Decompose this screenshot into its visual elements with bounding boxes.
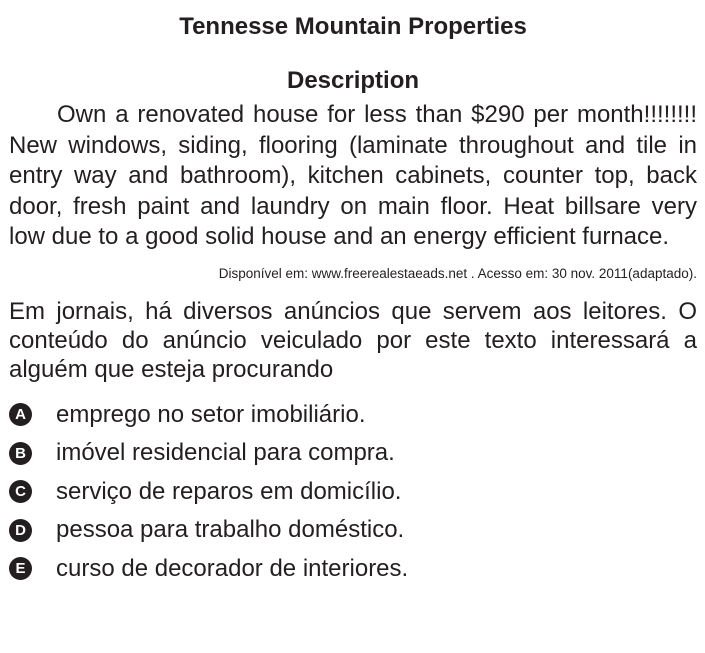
section-heading: Description [286,67,420,94]
answer-option-b[interactable] [9,434,697,473]
option-letter-badge: E [9,557,32,580]
answer-option-d[interactable] [9,511,697,550]
option-text: pessoa para trabalho doméstico. [56,516,405,544]
document-page [9,0,697,588]
option-letter-badge: C [9,480,32,503]
option-text: imóvel residencial para compra. [56,439,395,467]
option-text: serviço de reparos em domicílio. [56,477,402,505]
answer-option-c[interactable] [9,473,697,512]
source-citation: Disponível em: www.freerealestaeads.net . Acesso em: 30 nov. 2011(adaptado). [218,265,697,281]
question-stem: Em jornais, há diversos anúncios que servem aos leitores. O conteúdo do anúncio veiculado por este texto interessará a alguém que esteja procurando [9,297,697,383]
answer-options-list [9,396,697,589]
option-letter-badge: A [9,403,32,426]
option-text: curso de decorador de interiores. [56,554,409,582]
option-letter-badge: D [9,519,32,542]
option-text: emprego no setor imobiliário. [56,400,366,428]
answer-option-e[interactable] [9,550,697,589]
answer-option-a[interactable] [9,396,697,435]
ad-description-text: Own a renovated house for less than $290 per month!!!!!!!! New windows, siding, flooring (laminate throughout and tile in entry way and bathroom), kitchen cabinets, counter top, back door, fresh paint and laundry on main floor. Heat billsare very low due to a good solid house and an energy efficient furnace. [9,101,697,250]
option-letter-badge: B [9,442,32,465]
document-title: Tennesse Mountain Properties [179,13,527,40]
